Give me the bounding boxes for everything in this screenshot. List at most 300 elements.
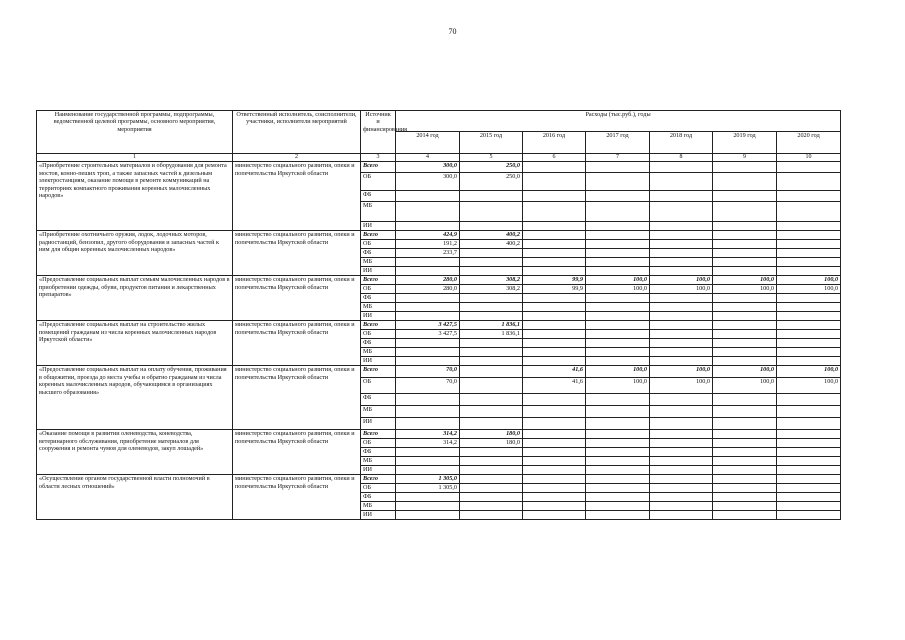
- expense-value: [777, 439, 841, 448]
- expense-value: [650, 430, 713, 439]
- expense-value: [523, 191, 586, 202]
- measure-name: «Предоставление социальных выплат на строительство жилых помещений гражданам из числа коренных малочисленных народов Иркутской области»: [37, 321, 233, 366]
- expense-value: [650, 162, 713, 173]
- expense-value: [523, 484, 586, 493]
- expense-value: 300,0: [396, 173, 460, 191]
- expense-value: [713, 448, 777, 457]
- expense-value: 100,0: [713, 378, 777, 394]
- expense-value: 100,0: [650, 285, 713, 294]
- expense-value: 314,2: [396, 439, 460, 448]
- expense-value: [650, 303, 713, 312]
- expense-value: [460, 406, 523, 418]
- expense-value: [396, 191, 460, 202]
- expense-value: [523, 418, 586, 430]
- funding-source: ФБ: [361, 191, 396, 202]
- expense-value: [586, 173, 650, 191]
- expense-value: [777, 294, 841, 303]
- expense-value: [523, 162, 586, 173]
- measure-name: «Оказание помощи в развитии оленеводства, коневодства, ветеринарного обслуживания, приобретение материалов для сооружения и ремонта чумов для оленеводов, закуп лошадей»: [37, 430, 233, 475]
- header-year: 2014 год: [396, 132, 460, 154]
- expense-value: [460, 339, 523, 348]
- header-source: Источник и финансирования: [361, 111, 396, 154]
- expense-value: 1 305,0: [396, 475, 460, 484]
- expense-value: 1 836,1: [460, 321, 523, 330]
- expense-value: [650, 249, 713, 258]
- expenses-table: [36, 110, 841, 520]
- funding-source: ФБ: [361, 294, 396, 303]
- expense-value: [650, 258, 713, 267]
- funding-source: Всего: [361, 276, 396, 285]
- expense-value: [396, 493, 460, 502]
- expense-value: 1 836,1: [460, 330, 523, 339]
- funding-source: МБ: [361, 303, 396, 312]
- funding-source: ИИ: [361, 418, 396, 430]
- column-number: 4: [396, 154, 460, 162]
- expense-value: [460, 202, 523, 222]
- expense-value: 41,6: [523, 378, 586, 394]
- funding-source: Всего: [361, 162, 396, 173]
- expense-value: [777, 484, 841, 493]
- expense-value: [460, 348, 523, 357]
- header-expenses: Расходы (тыс.руб.), годы: [396, 111, 841, 132]
- table-row: [37, 475, 841, 484]
- page-number: 70: [448, 27, 457, 36]
- expense-value: [460, 511, 523, 520]
- expense-value: [586, 312, 650, 321]
- expense-value: [650, 222, 713, 231]
- expense-value: [777, 321, 841, 330]
- expense-value: [396, 418, 460, 430]
- expense-value: [777, 406, 841, 418]
- column-number: 3: [361, 154, 396, 162]
- expense-value: [460, 303, 523, 312]
- expense-value: [586, 191, 650, 202]
- expense-value: [650, 466, 713, 475]
- expense-value: [777, 258, 841, 267]
- executor: министерство социального развития, опеки и попечительства Иркутской области: [233, 276, 361, 321]
- expense-value: 100,0: [777, 366, 841, 378]
- expense-value: [396, 312, 460, 321]
- expense-value: [650, 294, 713, 303]
- expense-value: [523, 249, 586, 258]
- funding-source: ИИ: [361, 312, 396, 321]
- expense-value: [523, 312, 586, 321]
- expense-value: [523, 294, 586, 303]
- expense-value: [523, 258, 586, 267]
- expense-value: [713, 511, 777, 520]
- expense-value: [713, 202, 777, 222]
- expense-value: 250,0: [460, 162, 523, 173]
- header-year: 2019 год: [713, 132, 777, 154]
- funding-source: Всего: [361, 430, 396, 439]
- expense-value: [650, 348, 713, 357]
- expense-value: [460, 418, 523, 430]
- expense-value: [713, 258, 777, 267]
- expense-value: [396, 448, 460, 457]
- expense-value: [523, 457, 586, 466]
- expense-value: 100,0: [777, 276, 841, 285]
- expense-value: 180,0: [460, 439, 523, 448]
- expense-value: 250,0: [460, 173, 523, 191]
- expense-value: [650, 357, 713, 366]
- expense-value: [777, 502, 841, 511]
- expense-value: [777, 394, 841, 406]
- expense-value: 308,2: [460, 276, 523, 285]
- expense-value: 70,0: [396, 378, 460, 394]
- expense-value: [713, 162, 777, 173]
- funding-source: МБ: [361, 202, 396, 222]
- expense-value: [650, 191, 713, 202]
- expense-value: [523, 303, 586, 312]
- funding-source: ФБ: [361, 249, 396, 258]
- expense-value: [650, 240, 713, 249]
- expense-value: [523, 330, 586, 339]
- expense-value: [713, 173, 777, 191]
- funding-source: ОБ: [361, 173, 396, 191]
- expense-value: 100,0: [586, 285, 650, 294]
- funding-source: МБ: [361, 348, 396, 357]
- expense-value: [460, 493, 523, 502]
- expense-value: [460, 267, 523, 276]
- expense-value: [586, 406, 650, 418]
- expense-value: [460, 466, 523, 475]
- expense-value: [396, 394, 460, 406]
- expense-value: [713, 294, 777, 303]
- expense-value: [713, 240, 777, 249]
- expense-value: [650, 493, 713, 502]
- expense-value: 180,0: [460, 430, 523, 439]
- expense-value: [777, 312, 841, 321]
- expense-value: [650, 418, 713, 430]
- expense-value: [650, 448, 713, 457]
- expense-value: 100,0: [650, 366, 713, 378]
- executor: министерство социального развития, опеки и попечительства Иркутской области: [233, 321, 361, 366]
- expense-value: [777, 240, 841, 249]
- expense-value: 100,0: [713, 276, 777, 285]
- expense-value: [713, 357, 777, 366]
- expense-value: [713, 493, 777, 502]
- expense-value: [586, 267, 650, 276]
- table-row: [37, 321, 841, 330]
- expense-value: 100,0: [650, 276, 713, 285]
- expense-value: [586, 357, 650, 366]
- expense-value: [523, 348, 586, 357]
- expense-value: [586, 457, 650, 466]
- expense-value: 300,0: [396, 162, 460, 173]
- expense-value: [460, 312, 523, 321]
- expense-value: [460, 484, 523, 493]
- expense-value: [586, 294, 650, 303]
- table-row: [37, 366, 841, 378]
- expense-value: [777, 418, 841, 430]
- expense-value: 3 427,5: [396, 321, 460, 330]
- expense-value: [396, 406, 460, 418]
- expense-value: [523, 493, 586, 502]
- expense-value: [460, 394, 523, 406]
- expense-value: 191,2: [396, 240, 460, 249]
- expense-value: [777, 475, 841, 484]
- expense-value: [460, 502, 523, 511]
- expense-value: [586, 448, 650, 457]
- expense-value: [650, 339, 713, 348]
- expense-value: 41,6: [523, 366, 586, 378]
- expense-value: [777, 222, 841, 231]
- expense-value: [396, 294, 460, 303]
- expense-value: [586, 321, 650, 330]
- funding-source: МБ: [361, 258, 396, 267]
- executor: министерство социального развития, опеки и попечительства Иркутской области: [233, 231, 361, 276]
- column-number: 2: [233, 154, 361, 162]
- column-number: 8: [650, 154, 713, 162]
- expense-value: 100,0: [713, 285, 777, 294]
- column-number: 1: [37, 154, 233, 162]
- funding-source: ОБ: [361, 330, 396, 339]
- expense-value: 99,9: [523, 276, 586, 285]
- expense-value: [713, 466, 777, 475]
- expense-value: [460, 448, 523, 457]
- expense-value: [523, 394, 586, 406]
- expense-value: [396, 303, 460, 312]
- expense-value: 100,0: [713, 366, 777, 378]
- funding-source: МБ: [361, 502, 396, 511]
- expense-value: [523, 321, 586, 330]
- expense-value: [396, 348, 460, 357]
- expense-value: [650, 511, 713, 520]
- expense-value: [713, 430, 777, 439]
- expense-value: 314,2: [396, 430, 460, 439]
- expense-value: 400,2: [460, 231, 523, 240]
- expense-value: [586, 339, 650, 348]
- expense-value: [777, 339, 841, 348]
- header-year: 2016 год: [523, 132, 586, 154]
- funding-source: ИИ: [361, 466, 396, 475]
- expense-value: [586, 394, 650, 406]
- expense-value: [713, 249, 777, 258]
- expense-value: 400,2: [460, 240, 523, 249]
- expense-value: [777, 348, 841, 357]
- expense-value: [586, 258, 650, 267]
- expense-value: 100,0: [777, 378, 841, 394]
- expense-value: 70,0: [396, 366, 460, 378]
- expense-value: [586, 502, 650, 511]
- expense-value: [586, 231, 650, 240]
- expense-value: [396, 202, 460, 222]
- expense-value: [523, 231, 586, 240]
- expense-value: [460, 222, 523, 231]
- expense-value: [650, 321, 713, 330]
- expense-value: [460, 475, 523, 484]
- expense-value: [460, 258, 523, 267]
- expense-value: 233,7: [396, 249, 460, 258]
- table-row: [37, 231, 841, 240]
- header-executor: Ответственный исполнитель, соисполнители, участники, исполнители мероприятий: [233, 111, 361, 154]
- expense-value: [396, 457, 460, 466]
- expense-value: [777, 457, 841, 466]
- funding-source: Всего: [361, 475, 396, 484]
- expense-value: [523, 502, 586, 511]
- header-name: Наименование государственной программы, подпрограммы, ведомственной целевой программы, основного мероприятия, мероприятия: [37, 111, 233, 154]
- expense-value: [713, 267, 777, 276]
- expense-value: [586, 466, 650, 475]
- measure-name: «Осуществление органом государственной власти полномочий в области лесных отношений»: [37, 475, 233, 520]
- expense-value: [396, 357, 460, 366]
- expense-value: [396, 511, 460, 520]
- expense-value: [586, 430, 650, 439]
- expense-value: [586, 330, 650, 339]
- expense-value: [713, 406, 777, 418]
- executor: министерство социального развития, опеки и попечительства Иркутской области: [233, 475, 361, 520]
- funding-source: ИИ: [361, 267, 396, 276]
- expense-value: [586, 439, 650, 448]
- column-number: 5: [460, 154, 523, 162]
- measure-name: «Приобретение охотничьего оружия, лодок, лодочных моторов, радиостанций, бензопил, другого оборудования и запасных частей к ним для общин коренных малочисленных народов»: [37, 231, 233, 276]
- expense-value: [713, 231, 777, 240]
- expense-value: [396, 502, 460, 511]
- column-number: 10: [777, 154, 841, 162]
- measure-name: «Предоставление социальных выплат семьям малочисленных народов в приобретении одежды, обуви, продуктов питания и лекарственных препаратов»: [37, 276, 233, 321]
- expense-value: [713, 330, 777, 339]
- expense-value: [396, 258, 460, 267]
- table-row: [37, 430, 841, 439]
- expense-value: 100,0: [586, 276, 650, 285]
- expense-value: [586, 162, 650, 173]
- expense-value: [777, 202, 841, 222]
- expense-value: [523, 511, 586, 520]
- expense-value: [777, 448, 841, 457]
- funding-source: ИИ: [361, 511, 396, 520]
- expense-value: [460, 249, 523, 258]
- expense-value: [713, 222, 777, 231]
- funding-source: ФБ: [361, 448, 396, 457]
- expense-value: [586, 475, 650, 484]
- expense-value: [713, 502, 777, 511]
- expense-value: [713, 484, 777, 493]
- expense-value: 308,2: [460, 285, 523, 294]
- expense-value: [713, 439, 777, 448]
- expense-value: [650, 394, 713, 406]
- expense-value: [523, 357, 586, 366]
- expense-value: [523, 339, 586, 348]
- expense-value: [713, 457, 777, 466]
- expense-value: [523, 202, 586, 222]
- expense-value: [586, 222, 650, 231]
- expense-value: [777, 466, 841, 475]
- header-year: 2015 год: [460, 132, 523, 154]
- funding-source: ОБ: [361, 439, 396, 448]
- expense-value: [586, 249, 650, 258]
- table-row: [37, 276, 841, 285]
- expense-value: 100,0: [586, 378, 650, 394]
- expense-value: 100,0: [650, 378, 713, 394]
- expense-value: [586, 511, 650, 520]
- funding-source: ФБ: [361, 394, 396, 406]
- expense-value: [777, 430, 841, 439]
- expense-value: [523, 448, 586, 457]
- expense-value: [586, 348, 650, 357]
- expense-value: [777, 249, 841, 258]
- funding-source: ФБ: [361, 493, 396, 502]
- funding-source: ИИ: [361, 222, 396, 231]
- expense-value: [523, 406, 586, 418]
- measure-name: «Приобретение строительных материалов и оборудования для ремонта мостов, конно-пеших троп, а также запасных частей к дизельным электростанциям, оказание помощи в ремонте коммуникаций на территориях компактного проживания коренных малочисленных народов»: [37, 162, 233, 231]
- expense-value: [650, 173, 713, 191]
- funding-source: ОБ: [361, 378, 396, 394]
- expense-value: [523, 267, 586, 276]
- funding-source: ФБ: [361, 339, 396, 348]
- funding-source: Всего: [361, 231, 396, 240]
- expense-value: [713, 475, 777, 484]
- expense-value: [777, 357, 841, 366]
- column-number: 6: [523, 154, 586, 162]
- expense-value: [650, 502, 713, 511]
- expense-value: [650, 312, 713, 321]
- expense-value: [586, 240, 650, 249]
- expense-value: [460, 366, 523, 378]
- expense-value: [777, 231, 841, 240]
- expense-value: [650, 475, 713, 484]
- funding-source: МБ: [361, 406, 396, 418]
- funding-source: МБ: [361, 457, 396, 466]
- expense-value: [460, 457, 523, 466]
- expense-value: [713, 339, 777, 348]
- expense-value: [523, 466, 586, 475]
- expense-value: [460, 191, 523, 202]
- expense-value: [777, 511, 841, 520]
- executor: министерство социального развития, опеки и попечительства Иркутской области: [233, 430, 361, 475]
- expense-value: [586, 484, 650, 493]
- expense-value: [650, 439, 713, 448]
- expense-value: [650, 330, 713, 339]
- expense-value: 280,0: [396, 276, 460, 285]
- expense-value: [713, 348, 777, 357]
- funding-source: Всего: [361, 321, 396, 330]
- expense-value: [777, 191, 841, 202]
- table-row: [37, 162, 841, 173]
- expense-value: 1 305,0: [396, 484, 460, 493]
- expense-value: 3 427,5: [396, 330, 460, 339]
- funding-source: ОБ: [361, 484, 396, 493]
- expense-value: [396, 466, 460, 475]
- expense-value: 99,9: [523, 285, 586, 294]
- column-number: 9: [713, 154, 777, 162]
- expense-value: [586, 303, 650, 312]
- funding-source: ИИ: [361, 357, 396, 366]
- expense-value: [523, 475, 586, 484]
- expense-value: [777, 493, 841, 502]
- expense-value: [586, 493, 650, 502]
- expense-value: [650, 202, 713, 222]
- expense-value: [396, 339, 460, 348]
- expense-value: [523, 439, 586, 448]
- expense-value: [713, 191, 777, 202]
- expense-value: [650, 457, 713, 466]
- expense-value: 424,9: [396, 231, 460, 240]
- expense-value: [650, 406, 713, 418]
- expense-value: [650, 267, 713, 276]
- expense-value: 280,0: [396, 285, 460, 294]
- expense-value: [777, 303, 841, 312]
- expense-value: [460, 294, 523, 303]
- expense-value: [586, 418, 650, 430]
- expense-value: [523, 430, 586, 439]
- expense-value: [777, 267, 841, 276]
- header-year: 2018 год: [650, 132, 713, 154]
- expense-value: [650, 484, 713, 493]
- header-year: 2017 год: [586, 132, 650, 154]
- expense-value: [460, 378, 523, 394]
- expense-value: 100,0: [777, 285, 841, 294]
- expense-value: [523, 240, 586, 249]
